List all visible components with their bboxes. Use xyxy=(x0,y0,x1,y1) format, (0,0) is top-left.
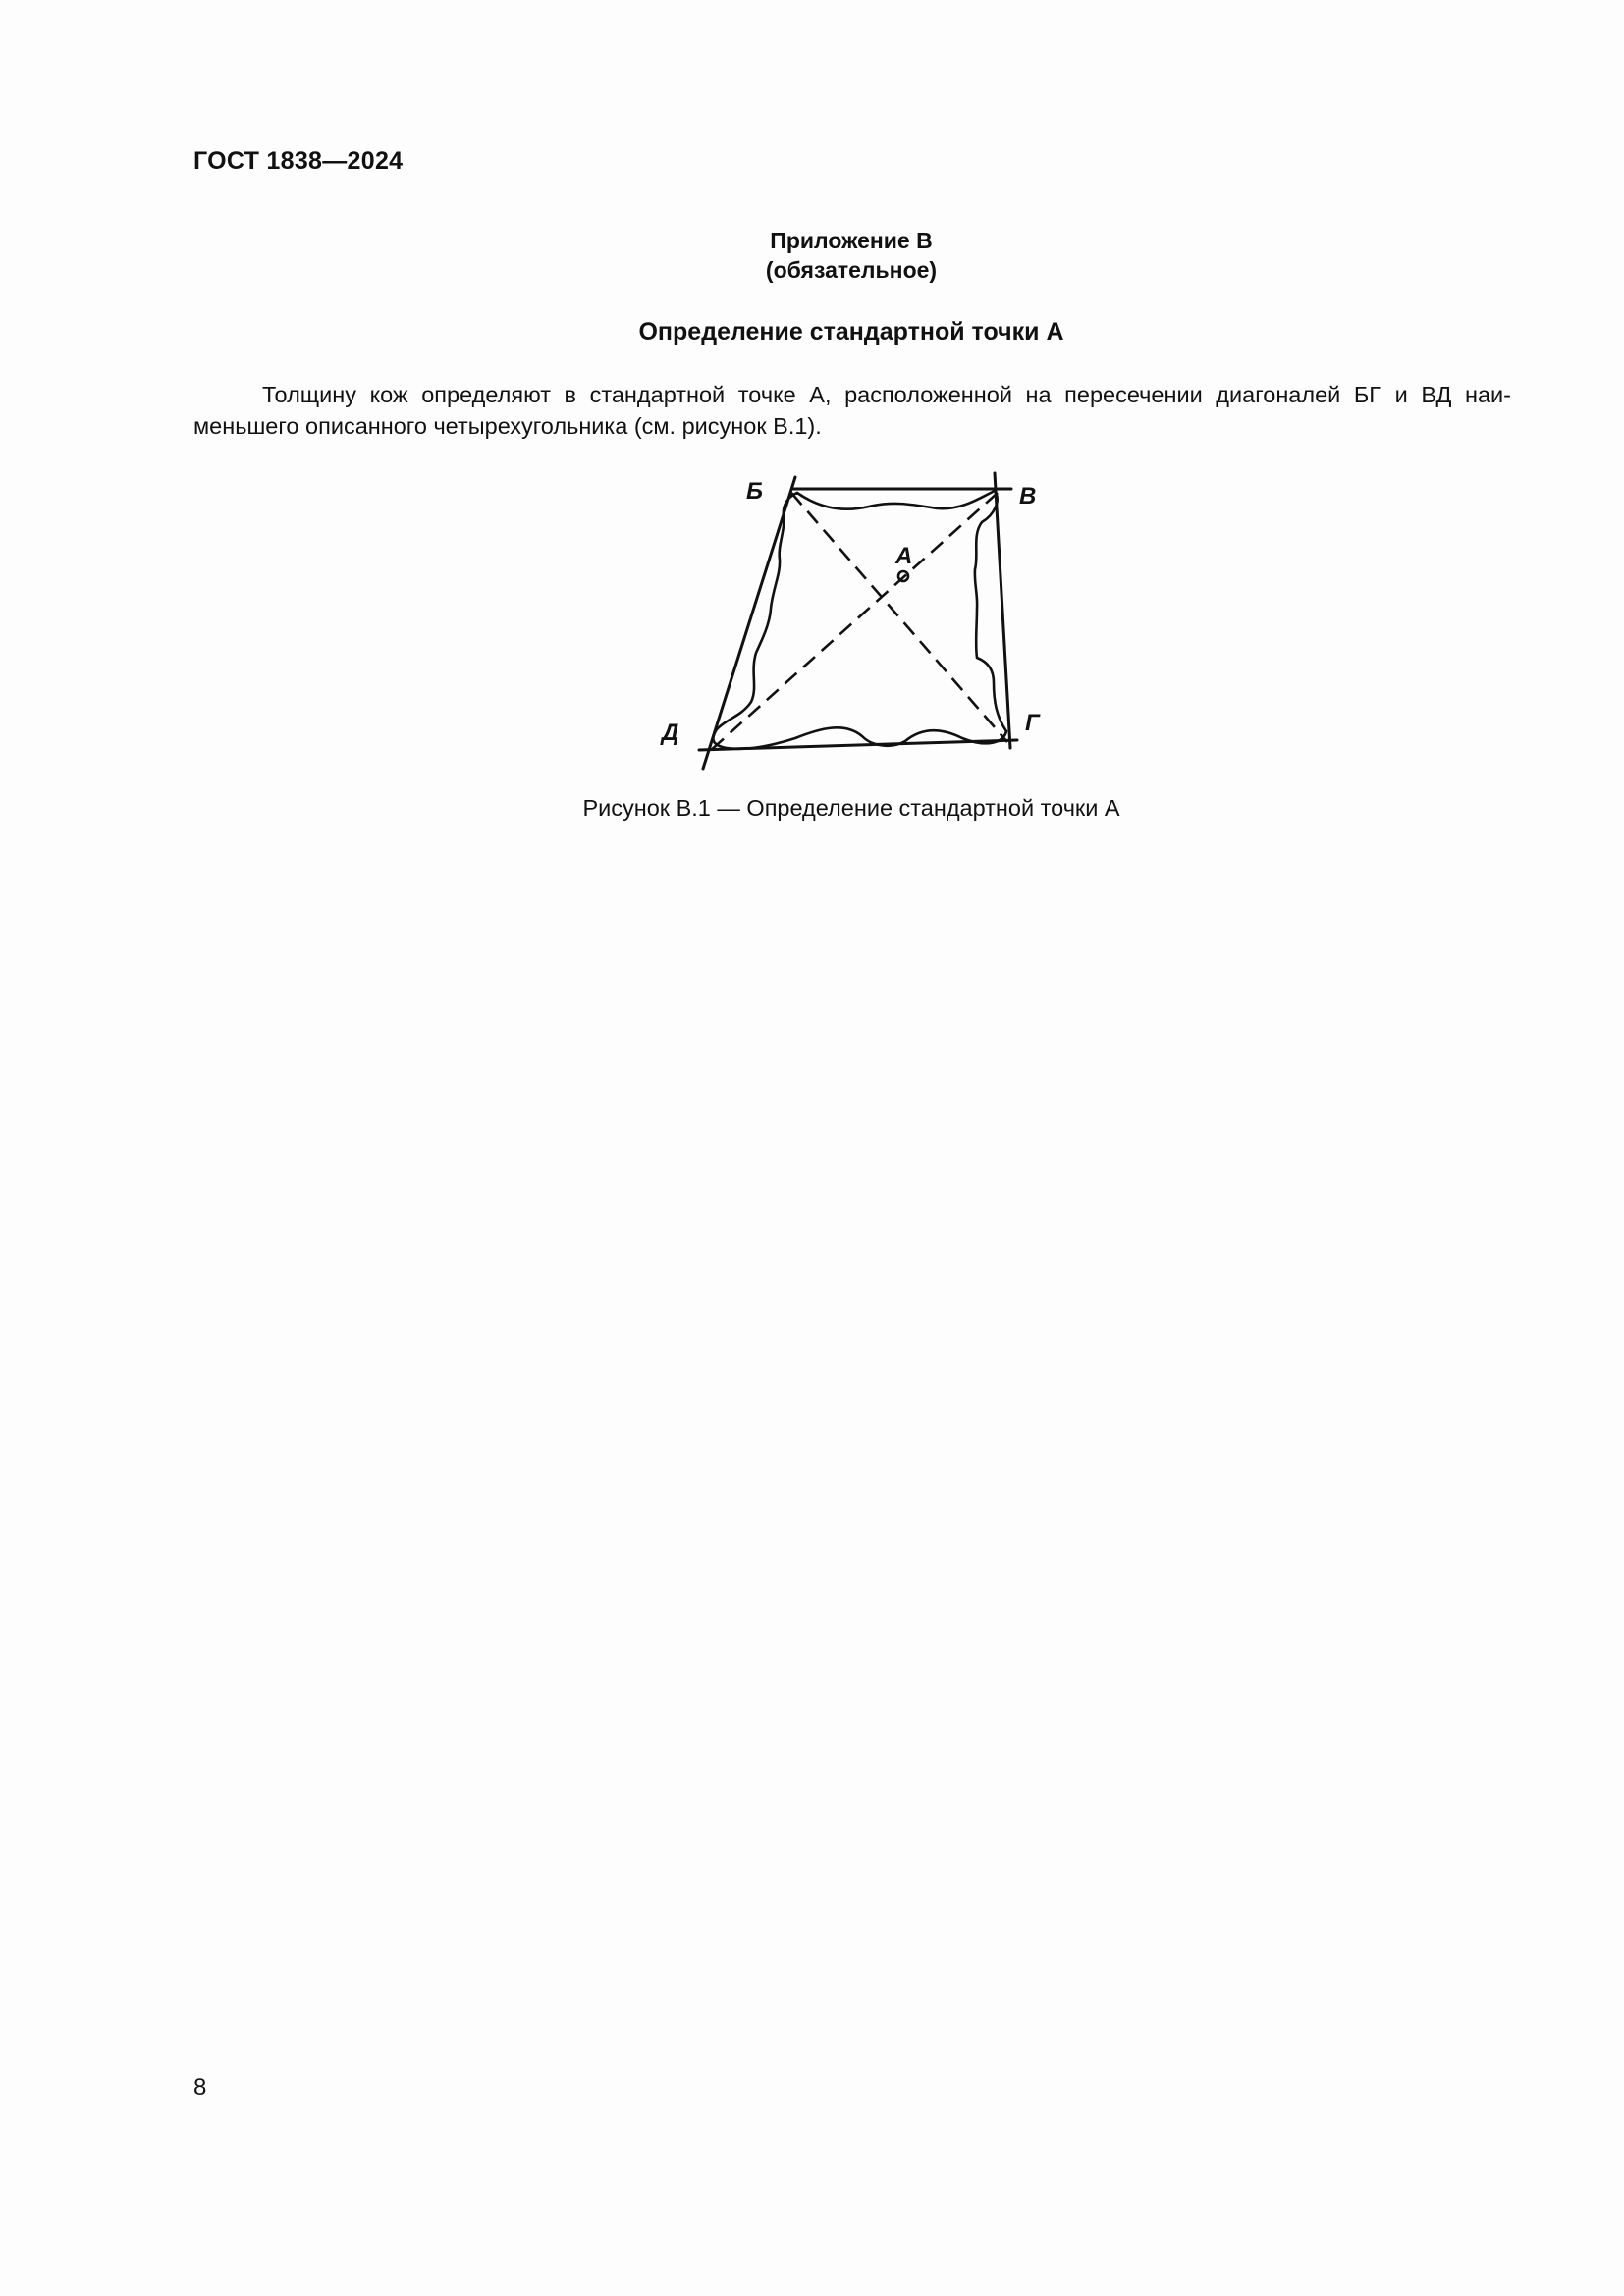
label-g: Г xyxy=(1025,710,1040,736)
figure-quadrilateral-diagram xyxy=(648,461,1060,775)
paragraph-line-1: Толщину кож определяют в стандартной точке А, расположенной на пересечении диагоналей БГ и ВД наи- xyxy=(262,382,1511,407)
appendix-title: Приложение В xyxy=(770,228,933,253)
paragraph-line-2: меньшего описанного четырехугольника (см. рисунок В.1). xyxy=(193,413,822,439)
diagonal-vd xyxy=(709,493,998,752)
diagram-svg xyxy=(648,461,1060,775)
appendix-status: (обязательное) xyxy=(765,257,938,283)
label-a: А xyxy=(895,543,913,569)
body-paragraph xyxy=(193,379,1511,442)
label-d: Д xyxy=(662,720,679,746)
diagonal-bg xyxy=(791,493,1007,742)
document-standard-number: ГОСТ 1838—2024 xyxy=(193,147,404,175)
appendix-heading xyxy=(0,226,1624,285)
edge-left xyxy=(703,477,795,769)
figure-caption: Рисунок В.1 — Определение стандартной точки А xyxy=(582,795,1120,821)
label-b: Б xyxy=(746,478,763,505)
section-title: Определение стандартной точки А xyxy=(638,318,1064,346)
page-number: 8 xyxy=(193,2074,207,2101)
label-v: В xyxy=(1019,483,1037,509)
